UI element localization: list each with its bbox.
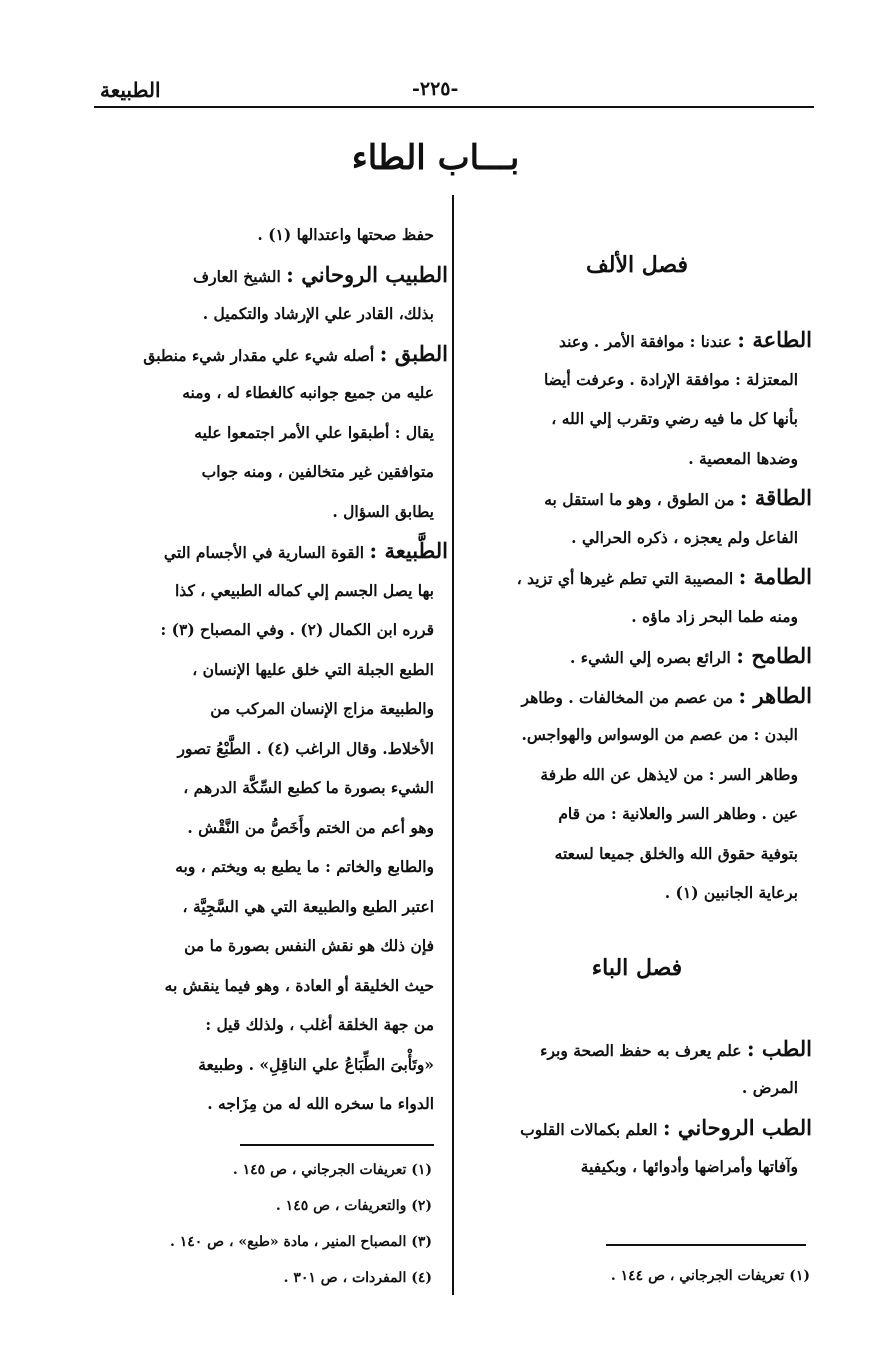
footnotes-left bbox=[96, 1152, 432, 1296]
footnote: (٣) المصباح المنير ، مادة «طبع» ، ص ١٤٠ . bbox=[169, 1234, 432, 1250]
entry-text: أصله شيء علي مقدار شيء منطبق bbox=[143, 345, 380, 365]
entry-text: والطبيعة مزاج الإنسان المركب من bbox=[210, 699, 434, 718]
entry-tibb bbox=[462, 1029, 812, 1108]
entry-text: الشيء بصورة ما كطبع السِّكَّة الدرهم ، bbox=[183, 778, 434, 797]
entry-text: بها يصل الجسم إلي كماله الطبيعي ، كذا bbox=[175, 580, 434, 600]
entry-text: وهو أعم من الختم وأَخَصُّ من النَّقْش . bbox=[187, 817, 434, 837]
entry-text: المصيبة التي تطم غيرها أي تزيد ، bbox=[516, 569, 739, 588]
entry-text: الأخلاط. وقال الراغب (٤) . الطَّبْعُ تصور bbox=[177, 738, 434, 758]
entry-text: عين . وطاهر السر والعلانية : من قام bbox=[558, 804, 798, 823]
footnote-rule-right bbox=[606, 1244, 806, 1246]
entry-text: القوة السارية في الأجسام التي bbox=[163, 543, 370, 562]
entry-text: بتوفية حقوق الله والخلق جميعا لسعته bbox=[554, 843, 798, 863]
footnote-rule-left bbox=[240, 1144, 434, 1146]
running-title: الطبيعة bbox=[100, 78, 161, 102]
entry-text: عليه من جميع جوانبه كالغطاء له ، ومنه bbox=[182, 383, 434, 402]
entry-term: الطبق : bbox=[379, 340, 448, 366]
entry-text: الدواء ما سخره الله له من مِزَاجه . bbox=[207, 1094, 434, 1113]
section-title-baa: فصل الباء bbox=[591, 954, 683, 981]
entry-text: متوافقين غير متخالفين ، ومنه جواب bbox=[201, 462, 434, 481]
entry-text: المعتزلة : موافقة الإرادة . وعرفت أيضا bbox=[543, 369, 798, 389]
entry-tabib-ruhani bbox=[96, 255, 448, 334]
entry-taqa bbox=[462, 478, 812, 557]
entry-text: ومنه طما البحر زاد ماؤه . bbox=[631, 606, 798, 626]
entry-text: برعاية الجانبين (١) . bbox=[664, 883, 798, 902]
header-rule bbox=[94, 106, 814, 108]
lead-line: حفظ صحتها واعتدالها (١) . bbox=[257, 225, 434, 244]
entry-text: والطابع والخاتم : ما يطبع به ويختم ، وبه bbox=[175, 857, 434, 876]
column-divider bbox=[452, 195, 454, 1295]
footnote: (١) تعريفات الجرجاني ، ص ١٤٥ . bbox=[232, 1162, 432, 1178]
entry-text: الطبع الجبلة التي خلق عليها الإنسان ، bbox=[192, 659, 434, 679]
entry-text: المرض . bbox=[741, 1078, 798, 1097]
entry-text: الرائع بصره إلي الشيء . bbox=[569, 648, 737, 667]
entry-tamih bbox=[462, 636, 812, 676]
entry-text: من عصم من المخالفات . وطاهر bbox=[521, 687, 739, 707]
entry-tabia bbox=[96, 531, 448, 1124]
footnote: (٤) المفردات ، ص ٣٠١ . bbox=[283, 1270, 432, 1286]
entry-text: علم يعرف به حفظ الصحة وبرء bbox=[540, 1040, 747, 1060]
entry-term: الطامح : bbox=[736, 643, 812, 668]
entry-text: البدن : من عصم من الوسواس والهواجس. bbox=[521, 725, 798, 744]
chapter-title: بـــاب الطاء bbox=[351, 138, 520, 178]
entry-text: وضدها المعصية . bbox=[688, 448, 798, 468]
entry-tabaq bbox=[96, 334, 448, 532]
entry-text: الشيخ العارف bbox=[193, 266, 287, 286]
page-number: -٢٢٥- bbox=[412, 78, 459, 100]
entry-text: عندنا : موافقة الأمر . وعند bbox=[558, 332, 738, 351]
entry-term: الطب الروحاني : bbox=[662, 1114, 812, 1140]
left-column bbox=[96, 215, 448, 1124]
entry-text: من الطوق ، وهو ما استقل به bbox=[544, 490, 740, 509]
footnote: (٢) والتعريفات ، ص ١٤٥ . bbox=[275, 1198, 432, 1214]
entry-text: بأنها كل ما فيه رضي وتقرب إلي الله ، bbox=[551, 409, 798, 428]
entry-tamma bbox=[462, 557, 812, 636]
entry-tibb-ruhani bbox=[462, 1108, 812, 1187]
entry-tahir bbox=[462, 676, 812, 913]
entry-term: الطَّبيعة : bbox=[369, 538, 448, 563]
footnote-right: (١) تعريفات الجرجاني ، ص ١٤٤ . bbox=[610, 1268, 810, 1284]
entry-term: الطبيب الروحاني : bbox=[286, 261, 448, 287]
entry-text: وآفاتها وأمراضها وأدوائها ، وبكيفية bbox=[580, 1157, 798, 1176]
entry-term: الطب : bbox=[746, 1035, 812, 1061]
entry-text: الفاعل ولم يعجزه ، ذكره الحرالي . bbox=[571, 527, 798, 547]
entry-text: اعتبر الطبع والطبيعة التي هي السَّجِيَّة ، bbox=[182, 896, 434, 916]
right-column bbox=[462, 240, 812, 1187]
entry-term: الطاهر : bbox=[738, 682, 812, 708]
entry-term: الطاعة : bbox=[737, 327, 812, 352]
entry-text: فإن ذلك هو نقش النفس بصورة ما من bbox=[184, 936, 434, 955]
entry-text: يقال : أطبقوا علي الأمر اجتمعوا عليه bbox=[194, 422, 434, 442]
entry-text: وطاهر السر : من لايذهل عن الله طرفة bbox=[540, 764, 798, 784]
entry-text: من جهة الخلقة أغلب ، ولذلك قيل : bbox=[205, 1015, 434, 1034]
entry-text: حيث الخليقة أو العادة ، وهو فيما ينقش به bbox=[164, 975, 434, 995]
section-title-alif: فصل الألف bbox=[585, 252, 689, 278]
entry-taa bbox=[462, 320, 812, 478]
entry-text: بذلك، القادر علي الإرشاد والتكميل . bbox=[202, 304, 434, 323]
entry-text: قرره ابن الكمال (٢) . وفي المصباح (٣) : bbox=[160, 620, 434, 639]
entry-text: يطابق السؤال . bbox=[332, 501, 434, 521]
entry-text: «وتَأْبىَ الطِّبَاعُ علي الناقِلِ» . وطبيعة bbox=[198, 1054, 434, 1074]
entry-term: الطاقة : bbox=[739, 485, 812, 510]
entry-term: الطامة : bbox=[738, 564, 812, 589]
entry-text: العلم بكمالات القلوب bbox=[520, 1119, 663, 1139]
